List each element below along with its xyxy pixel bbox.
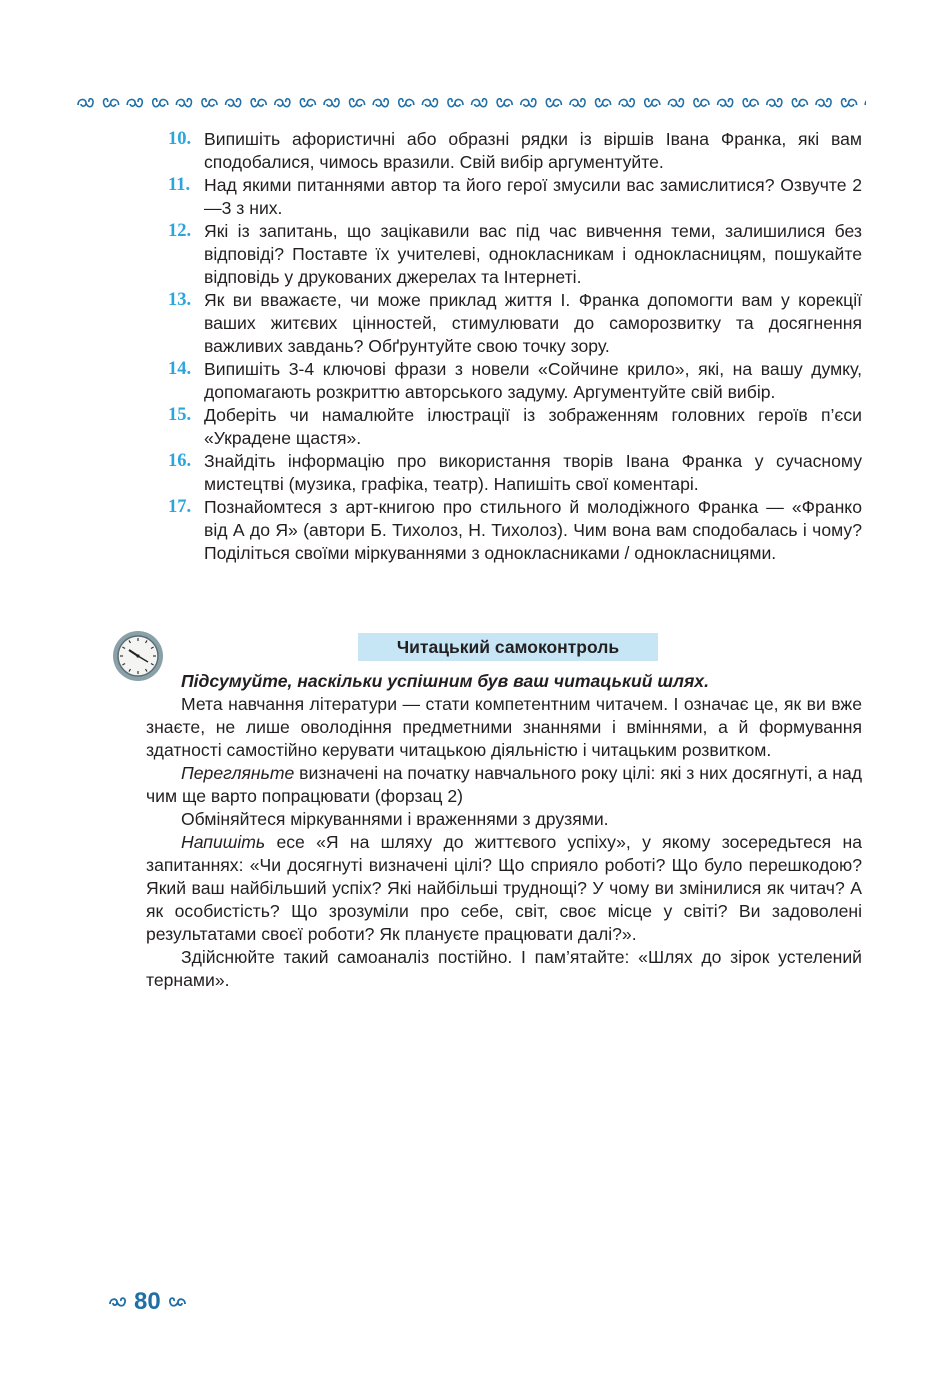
paragraph [146,831,862,946]
ornament-pattern-icon [76,94,866,112]
ornament-glyph [275,99,290,107]
ornament-glyph [546,99,561,107]
ornament-glyph [570,99,585,107]
task-item [168,496,862,565]
task-number: 14. [168,359,192,379]
emphasis-text: Перегляньте [181,763,295,783]
ornament-left-icon [108,1294,130,1310]
ornament-glyph [448,99,463,107]
task-number: 15. [168,405,192,425]
ornament-glyph [226,99,241,107]
paragraph [146,762,862,808]
header-ornament [76,94,866,112]
page-number-value: 80 [134,1288,161,1315]
paragraph-rest: визначені на початку навчального року цілі: які з них досягнуті, а над чим ще варто попрацювати (форзац 2) [146,763,862,806]
task-item [168,404,862,450]
ornament-glyph [127,99,142,107]
task-text: Які із запитань, що зацікавили вас під час вивчення теми, залишилися без відповіді? Поставте їх учителеві, однокласникам і однокласницям, пошукайте відповідь у друкованих джерелах та Інтернеті. [204,221,862,287]
ornament-glyph [153,99,168,107]
ornament-glyph [497,99,512,107]
paragraph: Обміняйтеся міркуваннями і враженнями з друзями. [181,809,609,829]
ornament-glyph [841,99,856,107]
paragraph: Здійснюйте такий самоаналіз постійно. І пам’ятайте: «Шлях до зірок устелений тернами». [146,947,862,990]
ornament-glyph [422,99,437,107]
task-number: 13. [168,290,192,310]
task-text: Випишіть афористичні або образні рядки із віршів Івана Франка, які вам сподобалися, чимось вразили. Свій вибір аргументуйте. [204,129,862,172]
task-number: 10. [168,129,192,149]
task-number: 11. [168,175,191,195]
ornament-glyph [373,99,388,107]
ornament-glyph [645,99,660,107]
paragraph-rest: есе «Я на шляху до життєвого успіху», у якому зосередьтеся на запитаннях: «Чи досягнуті визначені цілі? Що сприяло роботі? Що було перешкодою? Який ваш найбільший успіх? Які найбільші труднощі? У чому ви змінилися як читач? А як особистість? Що зрозуміли про себе, світ, своє місце у світі? Ви задоволені результатами своєї роботи? Як плануєте працювати далі?». [146,832,862,944]
self-control-section [146,670,862,992]
ornament-glyph [595,99,610,107]
section-lead: Підсумуйте, наскільки успішним був ваш читацький шлях. [181,671,709,691]
task-text: Над якими питаннями автор та його герої змусили вас замислитися? Озвучте 2—3 з них. [204,175,862,218]
task-item [168,174,862,220]
task-number: 12. [168,221,192,241]
ornament-glyph [767,99,782,107]
task-number: 16. [168,451,192,471]
ornament-glyph [718,99,733,107]
paragraph: Мета навчання літератури — стати компетентним читачем. І означає це, як ви вже знаєте, не лише оволодіння предметними знаннями і вміннями, а й формування здатності самостійно керувати читацькою діяльністю і читацьким розвитком. [146,694,862,760]
task-item [168,450,862,496]
task-text: Як ви вважаєте, чи може приклад життя І. Франка допомогти вам у корекції ваших житєвих цінностей, стимулювати до саморозвитку та досягнення важливих завдань? Обґрунтуйте свою точку зору. [204,290,862,356]
ornament-glyph [349,99,364,107]
ornament-glyph [78,99,93,107]
ornament-glyph [694,99,709,107]
task-text: Доберіть чи намалюйте ілюстрації із зображенням головних героїв п’єси «Украдене щастя». [204,405,862,448]
task-text: Знайдіть інформацію про використання творів Івана Франка у сучасному мистецтві (музика, графіка, театр). Напишіть свої коментарі. [204,451,862,494]
ornament-glyph [472,99,487,107]
ornament-glyph [743,99,758,107]
emphasis-text: Напишіть [181,832,266,852]
ornament-glyph [251,99,266,107]
ornament-right-icon [165,1294,187,1310]
ornament-glyph [865,99,866,107]
ornament-glyph [521,99,536,107]
ornament-glyph [792,99,807,107]
task-item [168,289,862,358]
ornament-glyph [399,99,414,107]
ornament-glyph [619,99,634,107]
ornament-glyph [816,99,831,107]
task-number: 17. [168,497,192,517]
ornament-glyph [103,99,118,107]
task-text: Випишіть 3-4 ключові фрази з новели «Сойчине крило», які, на вашу думку, допомагають розкриттю авторського задуму. Аргументуйте свій вибір. [204,359,862,402]
ornament-glyph [324,99,339,107]
task-item [168,220,862,289]
task-item [168,128,862,174]
page-number [108,1287,187,1317]
ornament-glyph [202,99,217,107]
task-list [168,128,862,565]
section-title: Читацький самоконтроль [358,633,658,661]
ornament-glyph [668,99,683,107]
ornament-glyph [176,99,191,107]
task-text: Познайомтеся з арт-книгою про стильного й молодіжного Франка — «Франко від А до Я» (автори Б. Тихолоз, Н. Тихолоз). Чим вона вам сподобалась і чому? Поділіться своїми міркуваннями з однокласниками / однокласницями. [204,497,862,563]
ornament-glyph [300,99,315,107]
task-item [168,358,862,404]
